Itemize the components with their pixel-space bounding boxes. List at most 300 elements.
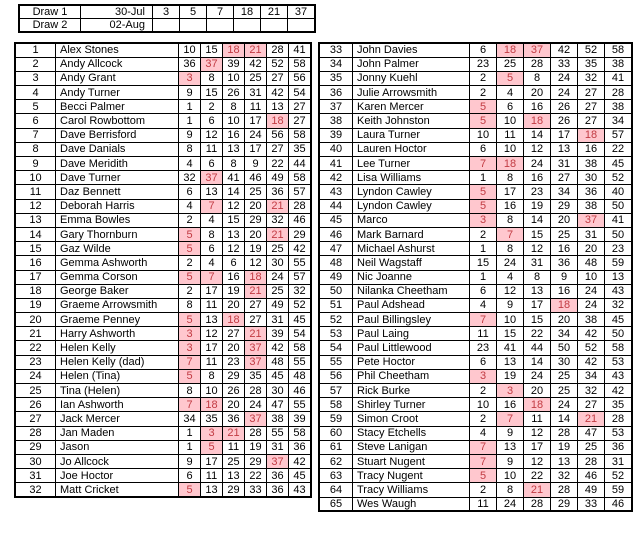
player-name-cell[interactable]: Marco <box>353 213 470 227</box>
player-name-cell[interactable]: Rick Burke <box>353 384 470 398</box>
row-number-cell[interactable]: 58 <box>319 398 353 412</box>
pick-cell[interactable]: 20 <box>578 242 605 256</box>
draw-number-cell[interactable]: 3 <box>153 5 180 19</box>
pick-cell[interactable]: 4 <box>179 199 201 213</box>
pick-cell[interactable]: 13 <box>201 185 223 199</box>
draw-number-cell[interactable]: 18 <box>234 5 261 19</box>
row-number-cell[interactable]: 19 <box>15 298 56 312</box>
pick-cell[interactable]: 26 <box>223 384 245 398</box>
pick-cell[interactable]: 32 <box>289 284 312 298</box>
pick-cell[interactable]: 41 <box>605 71 633 85</box>
pick-cell[interactable]: 12 <box>524 242 551 256</box>
pick-cell[interactable]: 25 <box>267 284 289 298</box>
pick-cell[interactable]: 20 <box>524 86 551 100</box>
row-number-cell[interactable]: 9 <box>15 157 56 171</box>
pick-cell[interactable]: 39 <box>289 412 312 426</box>
draw-label-cell[interactable]: Draw 2 <box>19 19 81 33</box>
pick-cell[interactable]: 15 <box>524 313 551 327</box>
pick-cell[interactable]: 17 <box>524 440 551 454</box>
pick-cell[interactable]: 25 <box>245 185 267 199</box>
pick-cell[interactable]: 40 <box>605 185 633 199</box>
pick-cell[interactable]: 14 <box>223 185 245 199</box>
draw-number-cell[interactable] <box>261 19 288 33</box>
player-name-cell[interactable]: Ian Ashworth <box>56 398 179 412</box>
pick-cell[interactable]: 4 <box>497 86 524 100</box>
pick-cell[interactable]: 5 <box>179 242 201 256</box>
pick-cell[interactable]: 28 <box>524 57 551 71</box>
pick-cell[interactable]: 12 <box>201 128 223 142</box>
row-number-cell[interactable]: 25 <box>15 384 56 398</box>
pick-cell[interactable]: 17 <box>551 128 578 142</box>
row-number-cell[interactable]: 63 <box>319 469 353 483</box>
pick-cell[interactable]: 7 <box>470 440 497 454</box>
pick-cell[interactable]: 46 <box>578 469 605 483</box>
pick-cell[interactable]: 39 <box>223 57 245 71</box>
pick-cell[interactable]: 42 <box>267 341 289 355</box>
pick-cell[interactable]: 21 <box>267 227 289 241</box>
pick-cell[interactable]: 27 <box>245 313 267 327</box>
pick-cell[interactable]: 9 <box>245 157 267 171</box>
pick-cell[interactable]: 32 <box>551 469 578 483</box>
pick-cell[interactable]: 41 <box>497 341 524 355</box>
pick-cell[interactable]: 17 <box>497 185 524 199</box>
pick-cell[interactable]: 12 <box>223 242 245 256</box>
row-number-cell[interactable]: 38 <box>319 114 353 128</box>
pick-cell[interactable]: 13 <box>551 454 578 468</box>
pick-cell[interactable]: 35 <box>289 142 312 156</box>
pick-cell[interactable]: 11 <box>201 355 223 369</box>
draw-number-cell[interactable] <box>153 19 180 33</box>
row-number-cell[interactable]: 34 <box>319 57 353 71</box>
pick-cell[interactable]: 36 <box>551 256 578 270</box>
pick-cell[interactable]: 6 <box>201 157 223 171</box>
player-name-cell[interactable]: Keith Johnston <box>353 114 470 128</box>
pick-cell[interactable]: 28 <box>551 483 578 497</box>
player-name-cell[interactable]: Jason <box>56 440 179 454</box>
pick-cell[interactable]: 52 <box>605 171 633 185</box>
row-number-cell[interactable]: 36 <box>319 86 353 100</box>
row-number-cell[interactable]: 32 <box>15 483 56 497</box>
pick-cell[interactable]: 42 <box>578 355 605 369</box>
pick-cell[interactable]: 37 <box>201 171 223 185</box>
row-number-cell[interactable]: 12 <box>15 199 56 213</box>
pick-cell[interactable]: 17 <box>201 454 223 468</box>
pick-cell[interactable]: 16 <box>524 100 551 114</box>
pick-cell[interactable]: 46 <box>605 497 633 511</box>
pick-cell[interactable]: 6 <box>470 43 497 57</box>
pick-cell[interactable]: 7 <box>470 313 497 327</box>
pick-cell[interactable]: 1 <box>470 171 497 185</box>
pick-cell[interactable]: 18 <box>223 313 245 327</box>
pick-cell[interactable]: 12 <box>201 327 223 341</box>
pick-cell[interactable]: 37 <box>578 213 605 227</box>
row-number-cell[interactable]: 50 <box>319 284 353 298</box>
pick-cell[interactable]: 17 <box>524 298 551 312</box>
pick-cell[interactable]: 10 <box>470 398 497 412</box>
row-number-cell[interactable]: 55 <box>319 355 353 369</box>
pick-cell[interactable]: 20 <box>245 227 267 241</box>
pick-cell[interactable]: 52 <box>289 298 312 312</box>
pick-cell[interactable]: 21 <box>223 426 245 440</box>
player-name-cell[interactable]: Paul Laing <box>353 327 470 341</box>
pick-cell[interactable]: 31 <box>524 256 551 270</box>
pick-cell[interactable]: 21 <box>245 284 267 298</box>
row-number-cell[interactable]: 13 <box>15 213 56 227</box>
pick-cell[interactable]: 30 <box>551 355 578 369</box>
draw-number-cell[interactable] <box>234 19 261 33</box>
player-name-cell[interactable]: Tracy Williams <box>353 483 470 497</box>
pick-cell[interactable]: 17 <box>201 341 223 355</box>
pick-cell[interactable]: 2 <box>179 213 201 227</box>
row-number-cell[interactable]: 5 <box>15 100 56 114</box>
pick-cell[interactable]: 42 <box>289 454 312 468</box>
pick-cell[interactable]: 24 <box>578 298 605 312</box>
pick-cell[interactable]: 11 <box>201 298 223 312</box>
pick-cell[interactable]: 11 <box>223 440 245 454</box>
pick-cell[interactable]: 7 <box>497 227 524 241</box>
player-name-cell[interactable]: Phil Cheetham <box>353 369 470 383</box>
pick-cell[interactable]: 13 <box>524 284 551 298</box>
row-number-cell[interactable]: 37 <box>319 100 353 114</box>
pick-cell[interactable]: 12 <box>245 256 267 270</box>
pick-cell[interactable]: 8 <box>179 142 201 156</box>
row-number-cell[interactable]: 57 <box>319 384 353 398</box>
row-number-cell[interactable]: 23 <box>15 355 56 369</box>
pick-cell[interactable]: 24 <box>551 86 578 100</box>
pick-cell[interactable]: 24 <box>267 270 289 284</box>
pick-cell[interactable]: 16 <box>524 171 551 185</box>
pick-cell[interactable]: 2 <box>470 71 497 85</box>
player-name-cell[interactable]: Paul Billingsley <box>353 313 470 327</box>
pick-cell[interactable]: 11 <box>470 327 497 341</box>
player-name-cell[interactable]: Shirley Turner <box>353 398 470 412</box>
pick-cell[interactable]: 36 <box>289 440 312 454</box>
pick-cell[interactable]: 7 <box>179 355 201 369</box>
row-number-cell[interactable]: 24 <box>15 369 56 383</box>
row-number-cell[interactable]: 31 <box>15 469 56 483</box>
pick-cell[interactable]: 2 <box>179 284 201 298</box>
pick-cell[interactable]: 15 <box>201 86 223 100</box>
pick-cell[interactable]: 52 <box>267 57 289 71</box>
pick-cell[interactable]: 3 <box>179 71 201 85</box>
pick-cell[interactable]: 9 <box>497 454 524 468</box>
pick-cell[interactable]: 1 <box>470 242 497 256</box>
pick-cell[interactable]: 12 <box>524 426 551 440</box>
pick-cell[interactable]: 8 <box>524 270 551 284</box>
pick-cell[interactable]: 38 <box>605 57 633 71</box>
pick-cell[interactable]: 16 <box>497 398 524 412</box>
pick-cell[interactable]: 9 <box>497 426 524 440</box>
pick-cell[interactable]: 13 <box>223 142 245 156</box>
pick-cell[interactable]: 45 <box>289 469 312 483</box>
pick-cell[interactable]: 18 <box>201 398 223 412</box>
row-number-cell[interactable]: 44 <box>319 199 353 213</box>
pick-cell[interactable]: 25 <box>551 227 578 241</box>
player-name-cell[interactable]: Jonny Kuehl <box>353 71 470 85</box>
pick-cell[interactable]: 31 <box>551 157 578 171</box>
pick-cell[interactable]: 18 <box>267 114 289 128</box>
pick-cell[interactable]: 20 <box>223 298 245 312</box>
player-name-cell[interactable]: Dave Berrisford <box>56 128 179 142</box>
pick-cell[interactable]: 13 <box>497 355 524 369</box>
pick-cell[interactable]: 8 <box>223 100 245 114</box>
pick-cell[interactable]: 38 <box>578 199 605 213</box>
player-name-cell[interactable]: Steve Lanigan <box>353 440 470 454</box>
pick-cell[interactable]: 25 <box>245 71 267 85</box>
row-number-cell[interactable]: 14 <box>15 227 56 241</box>
row-number-cell[interactable]: 51 <box>319 298 353 312</box>
pick-cell[interactable]: 58 <box>289 426 312 440</box>
pick-cell[interactable]: 39 <box>267 327 289 341</box>
pick-cell[interactable]: 3 <box>179 327 201 341</box>
pick-cell[interactable]: 24 <box>524 369 551 383</box>
pick-cell[interactable]: 45 <box>267 369 289 383</box>
pick-cell[interactable]: 11 <box>524 412 551 426</box>
pick-cell[interactable]: 23 <box>524 185 551 199</box>
pick-cell[interactable]: 22 <box>245 469 267 483</box>
pick-cell[interactable]: 52 <box>605 469 633 483</box>
pick-cell[interactable]: 36 <box>267 185 289 199</box>
pick-cell[interactable]: 7 <box>470 157 497 171</box>
pick-cell[interactable]: 27 <box>578 100 605 114</box>
pick-cell[interactable]: 18 <box>223 43 245 57</box>
pick-cell[interactable]: 14 <box>524 355 551 369</box>
draw-number-cell[interactable]: 5 <box>180 5 207 19</box>
pick-cell[interactable]: 20 <box>524 384 551 398</box>
pick-cell[interactable]: 32 <box>578 71 605 85</box>
pick-cell[interactable]: 6 <box>470 355 497 369</box>
pick-cell[interactable]: 46 <box>289 384 312 398</box>
pick-cell[interactable]: 24 <box>524 157 551 171</box>
pick-cell[interactable]: 58 <box>605 341 633 355</box>
player-name-cell[interactable]: Lyndon Cawley <box>353 199 470 213</box>
pick-cell[interactable]: 9 <box>551 270 578 284</box>
row-number-cell[interactable]: 21 <box>15 327 56 341</box>
pick-cell[interactable]: 55 <box>267 426 289 440</box>
pick-cell[interactable]: 23 <box>470 341 497 355</box>
player-name-cell[interactable]: George Baker <box>56 284 179 298</box>
pick-cell[interactable]: 43 <box>605 369 633 383</box>
row-number-cell[interactable]: 43 <box>319 185 353 199</box>
pick-cell[interactable]: 36 <box>605 440 633 454</box>
player-name-cell[interactable]: Simon Croot <box>353 412 470 426</box>
pick-cell[interactable]: 19 <box>497 369 524 383</box>
pick-cell[interactable]: 2 <box>470 412 497 426</box>
pick-cell[interactable]: 13 <box>605 270 633 284</box>
pick-cell[interactable]: 4 <box>201 256 223 270</box>
pick-cell[interactable]: 3 <box>201 426 223 440</box>
row-number-cell[interactable]: 41 <box>319 157 353 171</box>
pick-cell[interactable]: 24 <box>578 284 605 298</box>
pick-cell[interactable]: 49 <box>267 298 289 312</box>
row-number-cell[interactable]: 65 <box>319 497 353 511</box>
pick-cell[interactable]: 38 <box>605 100 633 114</box>
pick-cell[interactable]: 29 <box>551 199 578 213</box>
pick-cell[interactable]: 1 <box>179 440 201 454</box>
player-name-cell[interactable]: Helen (Tina) <box>56 369 179 383</box>
pick-cell[interactable]: 24 <box>245 398 267 412</box>
row-number-cell[interactable]: 53 <box>319 327 353 341</box>
pick-cell[interactable]: 27 <box>551 171 578 185</box>
player-name-cell[interactable]: Matt Cricket <box>56 483 179 497</box>
pick-cell[interactable]: 9 <box>179 86 201 100</box>
pick-cell[interactable]: 38 <box>267 412 289 426</box>
player-name-cell[interactable]: Paul Adshead <box>353 298 470 312</box>
pick-cell[interactable]: 4 <box>179 157 201 171</box>
pick-cell[interactable]: 42 <box>245 57 267 71</box>
pick-cell[interactable]: 15 <box>497 327 524 341</box>
pick-cell[interactable]: 42 <box>578 327 605 341</box>
row-number-cell[interactable]: 2 <box>15 57 56 71</box>
pick-cell[interactable]: 20 <box>223 341 245 355</box>
pick-cell[interactable]: 9 <box>497 298 524 312</box>
pick-cell[interactable]: 31 <box>267 313 289 327</box>
pick-cell[interactable]: 10 <box>470 128 497 142</box>
pick-cell[interactable]: 32 <box>179 171 201 185</box>
player-name-cell[interactable]: Alex Stones <box>56 43 179 57</box>
pick-cell[interactable]: 56 <box>267 128 289 142</box>
pick-cell[interactable]: 42 <box>289 242 312 256</box>
row-number-cell[interactable]: 20 <box>15 313 56 327</box>
row-number-cell[interactable]: 6 <box>15 114 56 128</box>
pick-cell[interactable]: 37 <box>245 412 267 426</box>
pick-cell[interactable]: 5 <box>470 185 497 199</box>
pick-cell[interactable]: 25 <box>267 242 289 256</box>
pick-cell[interactable]: 49 <box>578 483 605 497</box>
pick-cell[interactable]: 21 <box>578 412 605 426</box>
pick-cell[interactable]: 21 <box>267 199 289 213</box>
pick-cell[interactable]: 5 <box>497 71 524 85</box>
pick-cell[interactable]: 48 <box>578 256 605 270</box>
pick-cell[interactable]: 28 <box>289 199 312 213</box>
pick-cell[interactable]: 41 <box>223 171 245 185</box>
player-name-cell[interactable]: Daz Bennett <box>56 185 179 199</box>
pick-cell[interactable]: 31 <box>578 227 605 241</box>
draw-date-cell[interactable]: 30-Jul <box>81 5 153 19</box>
pick-cell[interactable]: 22 <box>524 327 551 341</box>
pick-cell[interactable]: 13 <box>201 483 223 497</box>
pick-cell[interactable]: 10 <box>497 469 524 483</box>
row-number-cell[interactable]: 47 <box>319 242 353 256</box>
pick-cell[interactable]: 47 <box>578 426 605 440</box>
pick-cell[interactable]: 19 <box>524 199 551 213</box>
row-number-cell[interactable]: 42 <box>319 171 353 185</box>
pick-cell[interactable]: 23 <box>605 242 633 256</box>
row-number-cell[interactable]: 45 <box>319 213 353 227</box>
pick-cell[interactable]: 13 <box>223 469 245 483</box>
pick-cell[interactable]: 19 <box>223 284 245 298</box>
player-name-cell[interactable]: Becci Palmer <box>56 100 179 114</box>
row-number-cell[interactable]: 60 <box>319 426 353 440</box>
pick-cell[interactable]: 18 <box>551 298 578 312</box>
pick-cell[interactable]: 28 <box>245 384 267 398</box>
pick-cell[interactable]: 13 <box>267 100 289 114</box>
pick-cell[interactable]: 5 <box>179 270 201 284</box>
pick-cell[interactable]: 24 <box>245 128 267 142</box>
pick-cell[interactable]: 42 <box>551 43 578 57</box>
pick-cell[interactable]: 50 <box>551 341 578 355</box>
pick-cell[interactable]: 12 <box>497 284 524 298</box>
pick-cell[interactable]: 54 <box>289 327 312 341</box>
pick-cell[interactable]: 24 <box>497 256 524 270</box>
player-name-cell[interactable]: Andy Grant <box>56 71 179 85</box>
draw-number-cell[interactable]: 37 <box>288 5 316 19</box>
player-name-cell[interactable]: Gemma Ashworth <box>56 256 179 270</box>
row-number-cell[interactable]: 28 <box>15 426 56 440</box>
pick-cell[interactable]: 55 <box>289 355 312 369</box>
pick-cell[interactable]: 3 <box>470 369 497 383</box>
pick-cell[interactable]: 58 <box>289 128 312 142</box>
row-number-cell[interactable]: 62 <box>319 454 353 468</box>
pick-cell[interactable]: 38 <box>578 313 605 327</box>
pick-cell[interactable]: 27 <box>245 298 267 312</box>
pick-cell[interactable]: 24 <box>551 71 578 85</box>
player-name-cell[interactable]: Tracy Nugent <box>353 469 470 483</box>
pick-cell[interactable]: 13 <box>223 227 245 241</box>
row-number-cell[interactable]: 33 <box>319 43 353 57</box>
pick-cell[interactable]: 10 <box>223 71 245 85</box>
player-name-cell[interactable]: Stuart Nugent <box>353 454 470 468</box>
row-number-cell[interactable]: 1 <box>15 43 56 57</box>
pick-cell[interactable]: 28 <box>551 426 578 440</box>
pick-cell[interactable]: 22 <box>267 157 289 171</box>
player-name-cell[interactable]: Wes Waugh <box>353 497 470 511</box>
pick-cell[interactable]: 16 <box>551 242 578 256</box>
pick-cell[interactable]: 18 <box>524 398 551 412</box>
pick-cell[interactable]: 2 <box>201 100 223 114</box>
pick-cell[interactable]: 19 <box>245 242 267 256</box>
row-number-cell[interactable]: 56 <box>319 369 353 383</box>
pick-cell[interactable]: 26 <box>223 86 245 100</box>
row-number-cell[interactable]: 40 <box>319 142 353 156</box>
pick-cell[interactable]: 37 <box>245 341 267 355</box>
pick-cell[interactable]: 14 <box>551 412 578 426</box>
pick-cell[interactable]: 27 <box>267 71 289 85</box>
pick-cell[interactable]: 41 <box>289 43 312 57</box>
pick-cell[interactable]: 6 <box>201 242 223 256</box>
pick-cell[interactable]: 7 <box>201 199 223 213</box>
pick-cell[interactable]: 5 <box>470 114 497 128</box>
pick-cell[interactable]: 2 <box>470 227 497 241</box>
pick-cell[interactable]: 25 <box>578 440 605 454</box>
pick-cell[interactable]: 36 <box>179 57 201 71</box>
pick-cell[interactable]: 1 <box>179 100 201 114</box>
pick-cell[interactable]: 8 <box>223 157 245 171</box>
pick-cell[interactable]: 16 <box>223 270 245 284</box>
pick-cell[interactable]: 33 <box>551 57 578 71</box>
pick-cell[interactable]: 32 <box>605 298 633 312</box>
pick-cell[interactable]: 36 <box>223 412 245 426</box>
pick-cell[interactable]: 10 <box>497 114 524 128</box>
pick-cell[interactable]: 32 <box>267 213 289 227</box>
pick-cell[interactable]: 20 <box>551 213 578 227</box>
player-name-cell[interactable]: Dave Danials <box>56 142 179 156</box>
player-name-cell[interactable]: Harry Ashworth <box>56 327 179 341</box>
row-number-cell[interactable]: 52 <box>319 313 353 327</box>
pick-cell[interactable]: 58 <box>605 43 633 57</box>
pick-cell[interactable]: 20 <box>245 199 267 213</box>
pick-cell[interactable]: 35 <box>605 398 633 412</box>
pick-cell[interactable]: 28 <box>605 412 633 426</box>
pick-cell[interactable]: 8 <box>201 71 223 85</box>
row-number-cell[interactable]: 27 <box>15 412 56 426</box>
pick-cell[interactable]: 37 <box>524 43 551 57</box>
player-name-cell[interactable]: Lee Turner <box>353 157 470 171</box>
pick-cell[interactable]: 5 <box>179 483 201 497</box>
row-number-cell[interactable]: 10 <box>15 171 56 185</box>
pick-cell[interactable]: 13 <box>497 440 524 454</box>
row-number-cell[interactable]: 17 <box>15 270 56 284</box>
